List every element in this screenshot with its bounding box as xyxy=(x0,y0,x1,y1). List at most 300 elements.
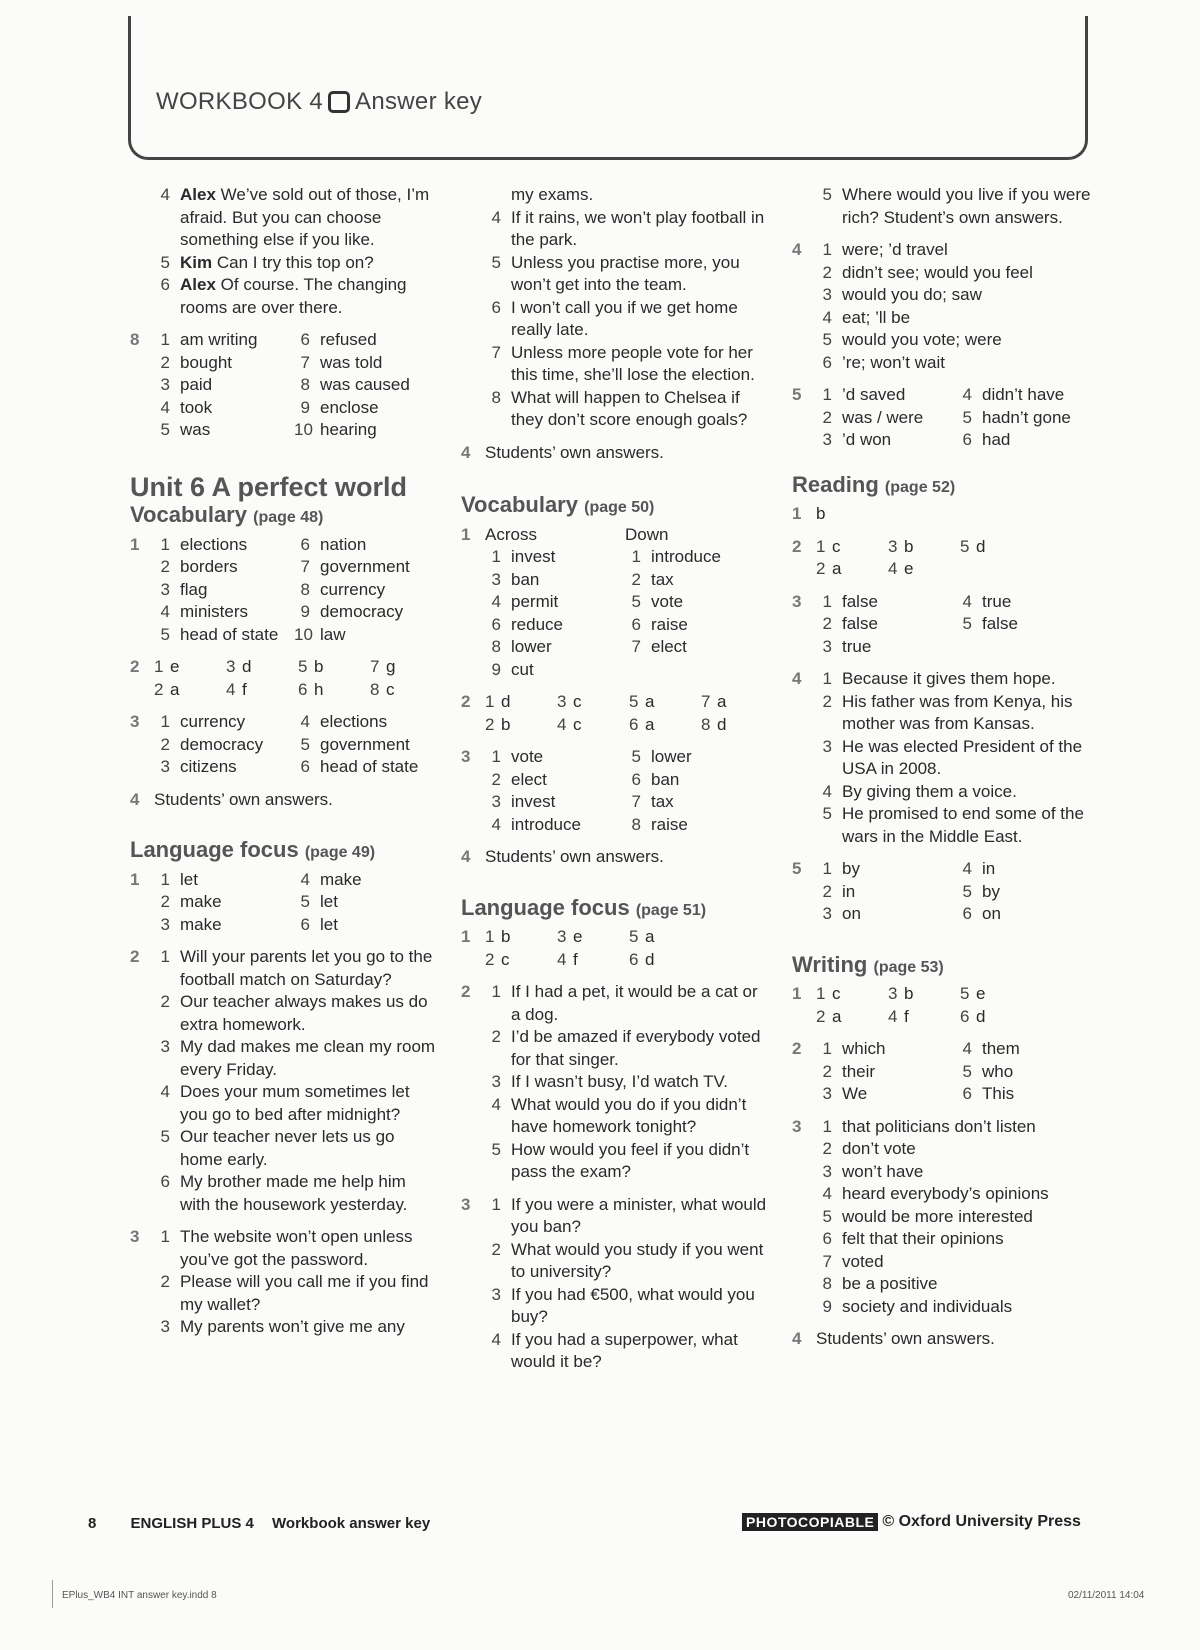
answer-item xyxy=(816,384,905,407)
item-number: 1 xyxy=(491,547,501,566)
answer-row xyxy=(154,397,440,420)
item-text: Our teacher never lets us go home early. xyxy=(180,1127,395,1169)
item-number: 4 xyxy=(491,1094,501,1114)
book-subtitle: Workbook answer key xyxy=(272,1515,431,1532)
answer-right xyxy=(294,914,440,937)
item-number: 2 xyxy=(816,559,826,578)
item-number: 9 xyxy=(491,659,501,679)
answer-item xyxy=(154,1271,440,1316)
item-text: c xyxy=(501,949,510,969)
answer-item xyxy=(816,903,861,926)
item-text: tax xyxy=(651,569,674,589)
answer-left xyxy=(485,591,625,614)
answer-item xyxy=(956,407,1071,430)
answer-row xyxy=(154,556,440,579)
item-text: cut xyxy=(511,659,534,679)
answer-row xyxy=(816,858,1102,881)
answer-right xyxy=(956,858,1102,881)
answer-row xyxy=(816,384,1102,407)
item-number: 2 xyxy=(160,992,170,1011)
item-number: 7 xyxy=(491,342,501,362)
item-number: 3 xyxy=(160,579,170,599)
item-number: 3 xyxy=(491,792,501,811)
exercise xyxy=(792,1038,1102,1106)
answer-item xyxy=(154,352,232,375)
answer-item xyxy=(625,546,721,569)
answer-item xyxy=(816,184,1102,229)
item-number: 6 xyxy=(491,297,501,317)
answer-right xyxy=(625,769,771,792)
answer-left xyxy=(154,601,294,624)
item-text: My dad makes me clean my room every Friday. xyxy=(180,1037,436,1079)
item-text: was xyxy=(180,420,211,439)
item-text: make xyxy=(180,914,222,934)
exercise-number: 3 xyxy=(130,1227,140,1246)
answer-item xyxy=(154,711,245,734)
item-number: 3 xyxy=(491,1284,501,1304)
item-number: 1 xyxy=(485,692,495,711)
item-number: 4 xyxy=(962,385,972,404)
answer-item xyxy=(816,691,1102,736)
item-number: 2 xyxy=(822,1061,832,1081)
photocopiable-badge: PHOTOCOPIABLE xyxy=(742,1513,878,1531)
item-number: 5 xyxy=(631,747,641,766)
item-text: elect xyxy=(511,769,547,789)
item-number: 7 xyxy=(300,352,310,372)
item-text: This xyxy=(982,1084,1015,1103)
answer-item xyxy=(816,613,878,636)
answer-right xyxy=(625,614,771,637)
item-number: 5 xyxy=(160,252,170,272)
item-text: refused xyxy=(320,330,377,349)
answer-item xyxy=(625,769,679,792)
item-number: 3 xyxy=(822,285,832,304)
exercise-text: b xyxy=(816,504,826,523)
section-page: (page 48) xyxy=(253,509,324,526)
exercise-number: 3 xyxy=(461,1194,471,1214)
answer-item xyxy=(816,1273,1102,1296)
answer-left xyxy=(154,869,294,892)
item-number: 3 xyxy=(160,757,170,776)
exercise-number: 1 xyxy=(792,504,802,523)
exercise xyxy=(792,858,1102,926)
item-number: 4 xyxy=(226,679,236,699)
answer-right xyxy=(294,419,440,442)
answer-left xyxy=(154,711,294,734)
item-text: f xyxy=(904,1006,909,1026)
item-number: 4 xyxy=(300,869,310,889)
answer-item xyxy=(294,711,387,734)
item-text: b xyxy=(314,657,324,676)
item-text: tax xyxy=(651,792,674,811)
dialogue-line xyxy=(154,274,440,319)
answer-item xyxy=(485,1139,771,1184)
answer-item xyxy=(294,756,418,779)
item-number: 8 xyxy=(370,679,380,699)
item-text: by xyxy=(982,881,1000,901)
item-text: I won’t call you if we get home really late. xyxy=(511,297,738,339)
answer-item xyxy=(154,534,247,557)
item-number: 2 xyxy=(631,569,641,589)
item-text: flag xyxy=(180,579,208,599)
answer-right xyxy=(625,659,771,682)
exercise-number: 4 xyxy=(130,789,140,809)
exercise xyxy=(792,384,1102,452)
item-number: 5 xyxy=(822,1206,832,1226)
item-number: 2 xyxy=(822,614,832,633)
item-number: 5 xyxy=(962,881,972,901)
item-number: 8 xyxy=(631,814,641,834)
exercise-number: 8 xyxy=(130,330,140,349)
exercise-text: Students’ own answers. xyxy=(816,1329,995,1348)
answer-left xyxy=(154,329,294,352)
item-number: 5 xyxy=(160,624,170,644)
item-number: 4 xyxy=(300,712,310,731)
section-page: (page 52) xyxy=(884,478,956,496)
item-number: 5 xyxy=(822,185,832,204)
item-number: 1 xyxy=(822,1116,832,1136)
item-number: 6 xyxy=(822,1229,832,1248)
exercise-number xyxy=(130,184,154,319)
section-title: Vocabulary xyxy=(461,492,578,517)
answer-item xyxy=(294,891,338,914)
item-number: 6 xyxy=(962,430,972,449)
item-text: hearing xyxy=(320,420,377,439)
exercise-body xyxy=(816,536,1102,581)
item-number: 1 xyxy=(822,385,832,404)
answer-right xyxy=(956,591,1102,614)
item-text: make xyxy=(320,869,362,889)
answer-item xyxy=(816,1116,1102,1139)
answer-left xyxy=(816,903,956,926)
item-number: 5 xyxy=(631,592,641,611)
exercise-body xyxy=(154,1226,440,1339)
item-number: 2 xyxy=(160,352,170,372)
item-text: What will happen to Chelsea if they don’t score enough goals? xyxy=(511,387,748,429)
exercise-body xyxy=(485,442,771,465)
answer-item xyxy=(816,1083,867,1106)
item-text: h xyxy=(314,679,324,699)
answer-item xyxy=(485,1284,771,1329)
item-number: 9 xyxy=(300,397,310,417)
item-number: 2 xyxy=(160,734,170,754)
item-number: 4 xyxy=(822,781,832,801)
section-page: (page 51) xyxy=(635,901,707,919)
item-text: elect xyxy=(651,637,687,656)
item-number: 2 xyxy=(160,557,170,576)
item-number: 4 xyxy=(160,397,170,417)
item-number: 5 xyxy=(822,804,832,823)
exercise-body xyxy=(154,946,440,1216)
unit-title: Unit 6 A perfect world xyxy=(130,471,408,502)
answer-row xyxy=(154,579,440,602)
book-title: ENGLISH PLUS 4 xyxy=(130,1515,254,1532)
item-number: 4 xyxy=(160,602,170,621)
spacer xyxy=(792,452,1102,474)
exercise-text: Students’ own answers. xyxy=(154,789,333,809)
answer-grid xyxy=(485,926,771,971)
item-text: Does your mum sometimes let you go to bed after midnight? xyxy=(180,1082,410,1124)
answer-left xyxy=(816,1061,956,1084)
exercise xyxy=(461,746,771,836)
answer-item xyxy=(956,903,1001,926)
answer-item xyxy=(154,1126,440,1171)
answer-left xyxy=(485,614,625,637)
answer-right xyxy=(294,601,440,624)
item-text: hadn’t gone xyxy=(982,407,1071,427)
answer-row xyxy=(816,1061,1102,1084)
answer-row xyxy=(154,914,440,937)
answer-right xyxy=(294,397,440,420)
answer-item xyxy=(956,1038,1020,1061)
answer-row xyxy=(816,429,1102,452)
exercise-body xyxy=(816,591,1102,659)
item-text: He promised to end some of the wars in the Middle East. xyxy=(842,804,1084,846)
item-text: a xyxy=(170,679,180,699)
item-text: on xyxy=(982,904,1001,923)
item-number: 5 xyxy=(491,1139,501,1159)
item-text: by xyxy=(842,859,860,878)
section-title: Language focus xyxy=(130,837,299,862)
answer-item xyxy=(625,614,688,637)
answer-item xyxy=(485,184,771,207)
item-number: 7 xyxy=(370,657,380,676)
answer-item xyxy=(485,1194,771,1239)
item-number: 6 xyxy=(960,1006,970,1026)
answer-right xyxy=(294,329,440,352)
answer-left xyxy=(485,569,625,592)
exercise xyxy=(461,926,771,971)
exercise xyxy=(461,981,771,1184)
exercise-body xyxy=(816,858,1102,926)
answer-item xyxy=(816,803,1102,848)
exercise xyxy=(130,789,440,812)
answer-row xyxy=(154,624,440,647)
exercise-body xyxy=(485,746,771,836)
answer-row xyxy=(154,329,440,352)
item-text: f xyxy=(242,679,247,699)
item-text: My brother made me help him with the housework yesterday. xyxy=(180,1172,408,1214)
answer-item xyxy=(485,791,555,814)
item-number: 7 xyxy=(631,637,641,656)
exercise-number: 3 xyxy=(130,712,140,731)
item-text: make xyxy=(180,892,222,911)
item-number: 5 xyxy=(822,330,832,349)
item-text: democracy xyxy=(320,602,404,621)
item-text: voted xyxy=(842,1251,884,1271)
exercise-number: 4 xyxy=(461,442,471,462)
answer-item xyxy=(154,914,222,937)
item-text: d xyxy=(501,692,511,711)
answer-left xyxy=(816,613,956,636)
exercise xyxy=(792,983,1102,1028)
exercise xyxy=(461,1194,771,1374)
item-number: 3 xyxy=(160,1037,170,1056)
item-number: 6 xyxy=(822,352,832,372)
item-number: 3 xyxy=(557,692,567,711)
answer-row xyxy=(485,659,771,682)
item-number: 5 xyxy=(300,892,310,911)
down-col xyxy=(625,524,771,547)
item-text: g xyxy=(386,657,396,676)
exercise xyxy=(792,536,1102,581)
item-text: was caused xyxy=(320,375,410,394)
answer-left xyxy=(154,891,294,914)
item-number: 3 xyxy=(557,927,567,946)
answer-item xyxy=(485,746,543,769)
answer-item xyxy=(956,384,1064,407)
answer-row xyxy=(154,869,440,892)
exercise-number: 1 xyxy=(792,984,802,1003)
exercise-body xyxy=(485,926,771,971)
section-heading xyxy=(461,494,771,520)
item-text: Will your parents let you go to the football match on Saturday? xyxy=(180,947,433,989)
answer-left xyxy=(816,1083,956,1106)
answer-item xyxy=(816,1061,875,1084)
item-text: b xyxy=(501,714,511,734)
answer-item xyxy=(294,734,410,757)
answer-left xyxy=(154,624,294,647)
answer-item xyxy=(154,329,257,352)
item-number: 6 xyxy=(160,1172,170,1191)
item-text: If you were a minister, what would you ban? xyxy=(511,1194,767,1236)
line-text: We’ve sold out of those, I’m afraid. But you can choose something else if you like. xyxy=(180,185,430,249)
answer-item xyxy=(816,1228,1102,1251)
column-2 xyxy=(461,184,771,1374)
answer-item xyxy=(816,636,871,659)
item-number: 1 xyxy=(631,547,641,566)
item-number: 4 xyxy=(160,185,170,204)
answer-left xyxy=(816,636,956,659)
answer-item xyxy=(154,946,440,991)
exercise-body xyxy=(485,981,771,1184)
item-number: 6 xyxy=(631,769,641,789)
item-text: elections xyxy=(320,712,388,731)
answer-row xyxy=(485,636,771,659)
item-text: am writing xyxy=(180,330,258,349)
item-number: 3 xyxy=(160,375,170,394)
item-text: false xyxy=(982,614,1018,633)
answer-right xyxy=(294,534,440,557)
item-text: currency xyxy=(180,712,246,731)
footer-right xyxy=(742,1513,1081,1531)
slug-divider xyxy=(52,1580,53,1608)
item-text: Please will you call me if you find my wallet? xyxy=(180,1272,429,1314)
answer-left xyxy=(485,546,625,569)
exercise-number: 5 xyxy=(792,859,802,878)
item-text: vote xyxy=(511,747,544,766)
answer-left xyxy=(154,419,294,442)
item-number: 3 xyxy=(160,914,170,934)
answer-left xyxy=(816,384,956,407)
answer-right xyxy=(625,814,771,837)
answer-item xyxy=(816,262,1102,285)
exercise-body xyxy=(485,846,771,869)
answer-row xyxy=(816,407,1102,430)
dialogue-line xyxy=(154,184,440,252)
exercise-number: 4 xyxy=(792,669,802,688)
answer-right xyxy=(294,734,440,757)
item-number: 1 xyxy=(160,712,170,731)
item-number: 5 xyxy=(629,927,639,946)
exercise-body xyxy=(816,384,1102,452)
answer-item xyxy=(154,1036,440,1081)
exercise xyxy=(461,442,771,465)
item-text: I’d be amazed if everybody voted for that singer. xyxy=(511,1027,761,1069)
answer-right xyxy=(956,384,1102,407)
item-number: 6 xyxy=(629,714,639,734)
answer-row xyxy=(816,636,1102,659)
answer-right xyxy=(625,636,771,659)
item-text: If you had a superpower, what would it be? xyxy=(511,1329,738,1371)
exercise-body xyxy=(816,1038,1102,1106)
item-text: let xyxy=(180,869,198,889)
item-text xyxy=(180,252,440,275)
item-text: If you had €500, what would you buy? xyxy=(511,1284,755,1326)
item-number: 4 xyxy=(491,1329,501,1349)
answer-left xyxy=(154,352,294,375)
item-number: 1 xyxy=(485,927,495,946)
answer-right xyxy=(294,624,440,647)
item-text: If I had a pet, it would be a cat or a dog. xyxy=(511,982,758,1024)
exercise-body xyxy=(485,184,771,432)
item-text: let xyxy=(320,892,338,911)
item-text: ban xyxy=(511,569,540,589)
section-page: (page 53) xyxy=(873,958,944,976)
item-number: 2 xyxy=(160,892,170,911)
answer-right xyxy=(956,429,1102,452)
exercise xyxy=(461,524,771,682)
section-title: Language focus xyxy=(461,894,630,920)
answer-left xyxy=(485,814,625,837)
item-number: 6 xyxy=(629,949,639,969)
exercise-body xyxy=(154,711,440,779)
exercise-number: 1 xyxy=(461,524,471,544)
exercise-number: 1 xyxy=(130,869,140,889)
item-number: 9 xyxy=(822,1296,832,1316)
answer-row xyxy=(154,734,440,757)
answer-left xyxy=(485,746,625,769)
answer-item xyxy=(485,814,581,837)
exercise xyxy=(130,711,440,779)
item-text: took xyxy=(180,397,213,417)
answer-item xyxy=(485,1071,771,1094)
exercise-body xyxy=(154,789,440,812)
exercise xyxy=(130,656,440,701)
item-number: 3 xyxy=(822,636,832,656)
item-number: 2 xyxy=(822,881,832,901)
item-number: 5 xyxy=(960,984,970,1003)
answer-row xyxy=(816,1083,1102,1106)
item-text: on xyxy=(842,904,861,923)
item-number: 3 xyxy=(888,536,898,556)
speaker: Alex xyxy=(180,185,216,204)
answer-item xyxy=(294,534,366,557)
exercise-number: 2 xyxy=(130,657,140,676)
item-number: 4 xyxy=(888,1006,898,1026)
answer-right xyxy=(956,1061,1102,1084)
item-number: 5 xyxy=(629,692,639,711)
item-text: society and individuals xyxy=(842,1296,1013,1316)
item-number: 1 xyxy=(160,1227,170,1246)
answer-item xyxy=(154,1081,440,1126)
exercise-body xyxy=(816,1328,1102,1351)
item-number: 2 xyxy=(816,1006,826,1026)
answer-row xyxy=(485,569,771,592)
item-text: e xyxy=(976,984,986,1003)
answer-left xyxy=(816,591,956,614)
answer-item xyxy=(485,546,555,569)
